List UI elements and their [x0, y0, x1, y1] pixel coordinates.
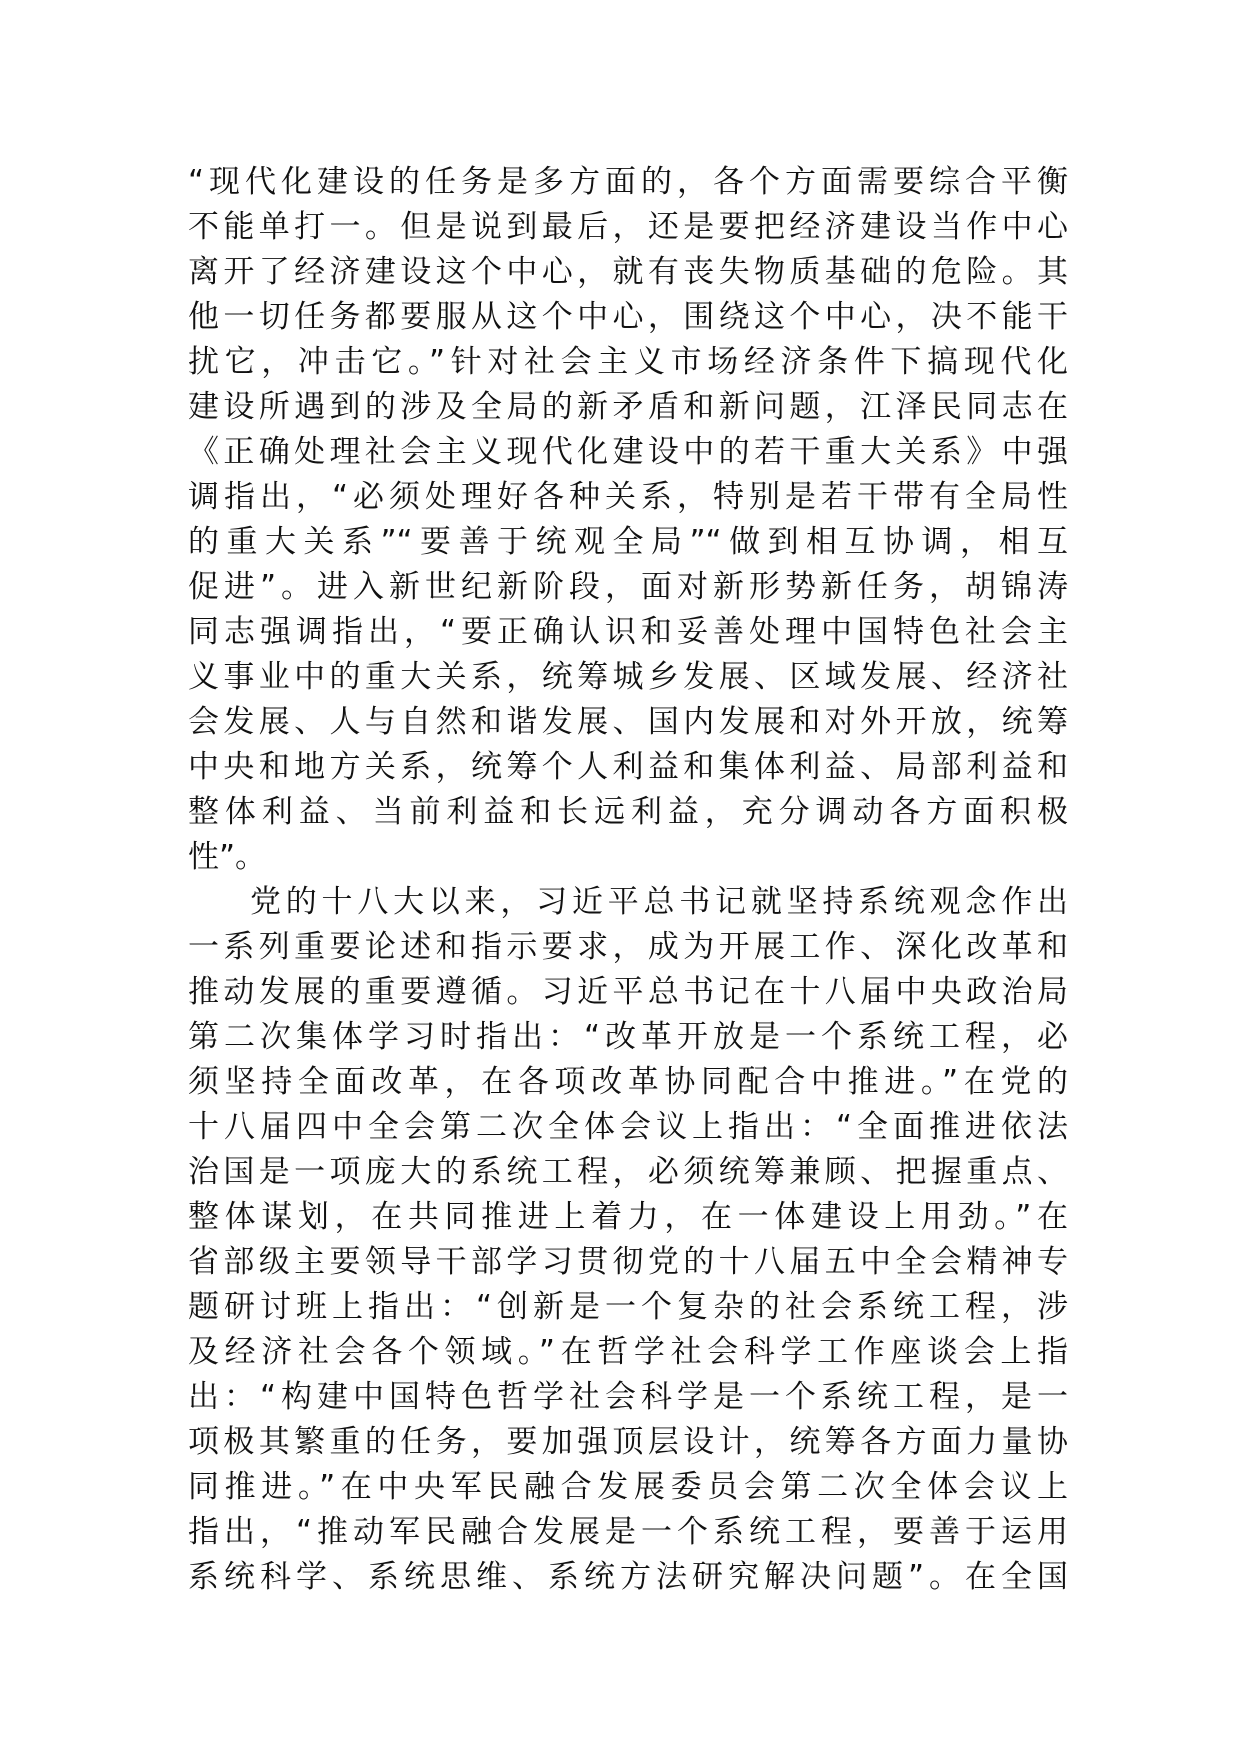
paragraph-2-line-14: 同推进。”在中央军民融合发展委员会第二次全体会议上 [188, 1469, 1068, 1505]
paragraph-1-line-7: 《正确处理社会主义现代化建设中的若干重大关系》中强 [188, 434, 1068, 470]
paragraph-2-line-9: 省部级主要领导干部学习贯彻党的十八届五中全会精神专 [188, 1244, 1068, 1280]
body-text [188, 160, 1068, 1600]
paragraph-2-line-12: 出：“构建中国特色哲学社会科学是一个系统工程，是一 [188, 1379, 1068, 1415]
paragraph-1-line-1: “现代化建设的任务是多方面的，各个方面需要综合平衡 [188, 164, 1068, 200]
paragraph-2-line-8: 整体谋划，在共同推进上着力，在一体建设上用劲。”在 [188, 1199, 1068, 1235]
paragraph-2-line-13: 项极其繁重的任务，要加强顶层设计，统筹各方面力量协 [188, 1424, 1068, 1460]
paragraph-2-line-3: 推动发展的重要遵循。习近平总书记在十八届中央政治局 [188, 974, 1068, 1010]
paragraph-2-line-2: 一系列重要论述和指示要求，成为开展工作、深化改革和 [188, 929, 1068, 965]
paragraph-1-line-9: 的重大关系”“要善于统观全局”“做到相互协调，相互 [188, 524, 1068, 560]
paragraph-2-line-1: 党的十八大以来，习近平总书记就坚持系统观念作出 [250, 884, 1068, 920]
paragraph-1-line-11: 同志强调指出，“要正确认识和妥善处理中国特色社会主 [188, 614, 1068, 650]
paragraph-2-line-5: 须坚持全面改革，在各项改革协同配合中推进。”在党的 [188, 1064, 1068, 1100]
paragraph-2-line-16: 系统科学、系统思维、系统方法研究解决问题”。在全国 [188, 1559, 1068, 1595]
paragraph-2-line-11: 及经济社会各个领域。”在哲学社会科学工作座谈会上指 [188, 1334, 1068, 1370]
paragraph-1-line-5: 扰它，冲击它。”针对社会主义市场经济条件下搞现代化 [188, 344, 1068, 380]
paragraph-2-line-10: 题研讨班上指出：“创新是一个复杂的社会系统工程，涉 [188, 1289, 1068, 1325]
paragraph-1-line-4: 他一切任务都要服从这个中心，围绕这个中心，决不能干 [188, 299, 1068, 335]
paragraph-1-line-3: 离开了经济建设这个中心，就有丧失物质基础的危险。其 [188, 254, 1068, 290]
paragraph-1-line-6: 建设所遇到的涉及全局的新矛盾和新问题，江泽民同志在 [188, 389, 1068, 425]
paragraph-1-line-10: 促进”。进入新世纪新阶段，面对新形势新任务，胡锦涛 [188, 569, 1068, 605]
paragraph-2-line-15: 指出，“推动军民融合发展是一个系统工程，要善于运用 [188, 1514, 1068, 1550]
paragraph-1-line-8: 调指出，“必须处理好各种关系，特别是若干带有全局性 [188, 479, 1068, 515]
paragraph-1-line-14: 中央和地方关系，统筹个人利益和集体利益、局部利益和 [188, 749, 1068, 785]
paragraph-2-line-4: 第二次集体学习时指出：“改革开放是一个系统工程，必 [188, 1019, 1068, 1055]
paragraph-1-line-16: 性”。 [188, 839, 267, 875]
paragraph-2-line-6: 十八届四中全会第二次全体会议上指出：“全面推进依法 [188, 1109, 1068, 1145]
paragraph-1-line-13: 会发展、人与自然和谐发展、国内发展和对外开放，统筹 [188, 704, 1068, 740]
paragraph-1-line-12: 义事业中的重大关系，统筹城乡发展、区域发展、经济社 [188, 659, 1068, 695]
paragraph-2-line-7: 治国是一项庞大的系统工程，必须统筹兼顾、把握重点、 [188, 1154, 1068, 1190]
paragraph-1-line-2: 不能单打一。但是说到最后，还是要把经济建设当作中心 [188, 209, 1068, 245]
paragraph-1-line-15: 整体利益、当前利益和长远利益，充分调动各方面积极 [188, 794, 1068, 830]
